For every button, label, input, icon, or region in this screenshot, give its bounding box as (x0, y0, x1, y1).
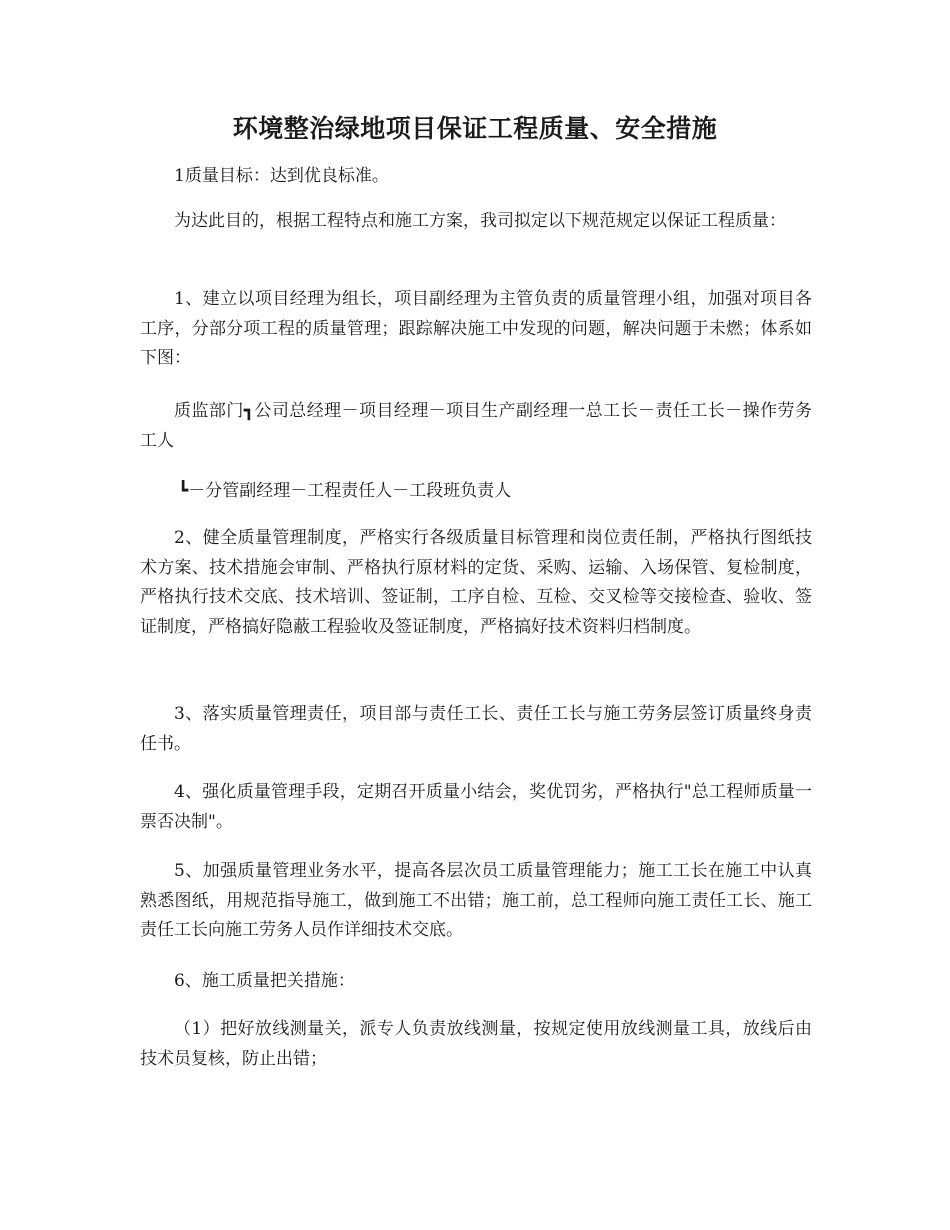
item-3-paragraph: 3、落实质量管理责任，项目部与责任工长、责任工长与施工劳务层签订质量终身责任书。 (140, 704, 812, 754)
item-4-paragraph: 4、强化质量管理手段，定期召开质量小结会，奖优罚劣，严格执行"总工程师质量一票否决制"。 (140, 782, 812, 832)
item-2-paragraph: 2、健全质量管理制度，严格实行各级质量目标管理和岗位责任制，严格执行图纸技术方案、技术措施会审制、严格执行原材料的定货、采购、运输、入场保管、复检制度，严格执行技术交底、技术培训、签证制，工序自检、互检、交叉检等交接检查、验收、签证制度，严格搞好隐蔽工程验收及签证制度，严格搞好技术资料归档制度。 (140, 528, 812, 637)
org-chart-line-1: 质监部门┓公司总经理－项目经理－项目生产副经理一总工长－责任工长－操作劳务工人 (140, 401, 812, 451)
intro-paragraph: 为达此目的，根据工程特点和施工方案，我司拟定以下规范规定以保证工程质量： (174, 211, 786, 231)
item-6-paragraph: 6、施工质量把关措施： (174, 971, 355, 991)
org-chart-line-2: ┗－分管副经理－工程责任人－工段班负责人 (178, 481, 512, 501)
measure-1-paragraph: （1）把好放线测量关，派专人负责放线测量，按规定使用放线测量工具，放线后由技术员复核，防止出错； (140, 1019, 812, 1069)
quality-goal-paragraph: 1质量目标：达到优良标准。 (174, 166, 389, 186)
item-5-paragraph: 5、加强质量管理业务水平，提高各层次员工质量管理能力；施工工长在施工中认真熟悉图纸，用规范指导施工，做到施工不出错；施工前，总工程师向施工责任工长、施工责任工长向施工劳务人员作详细技术交底。 (140, 861, 812, 940)
item-1-paragraph: 1、建立以项目经理为组长，项目副经理为主管负责的质量管理小组，加强对项目各工序，分部分项工程的质量管理；跟踪解决施工中发现的问题，解决问题于未燃；体系如下图： (140, 289, 812, 368)
document-title: 环境整治绿地项目保证工程质量、安全措施 (232, 114, 718, 143)
